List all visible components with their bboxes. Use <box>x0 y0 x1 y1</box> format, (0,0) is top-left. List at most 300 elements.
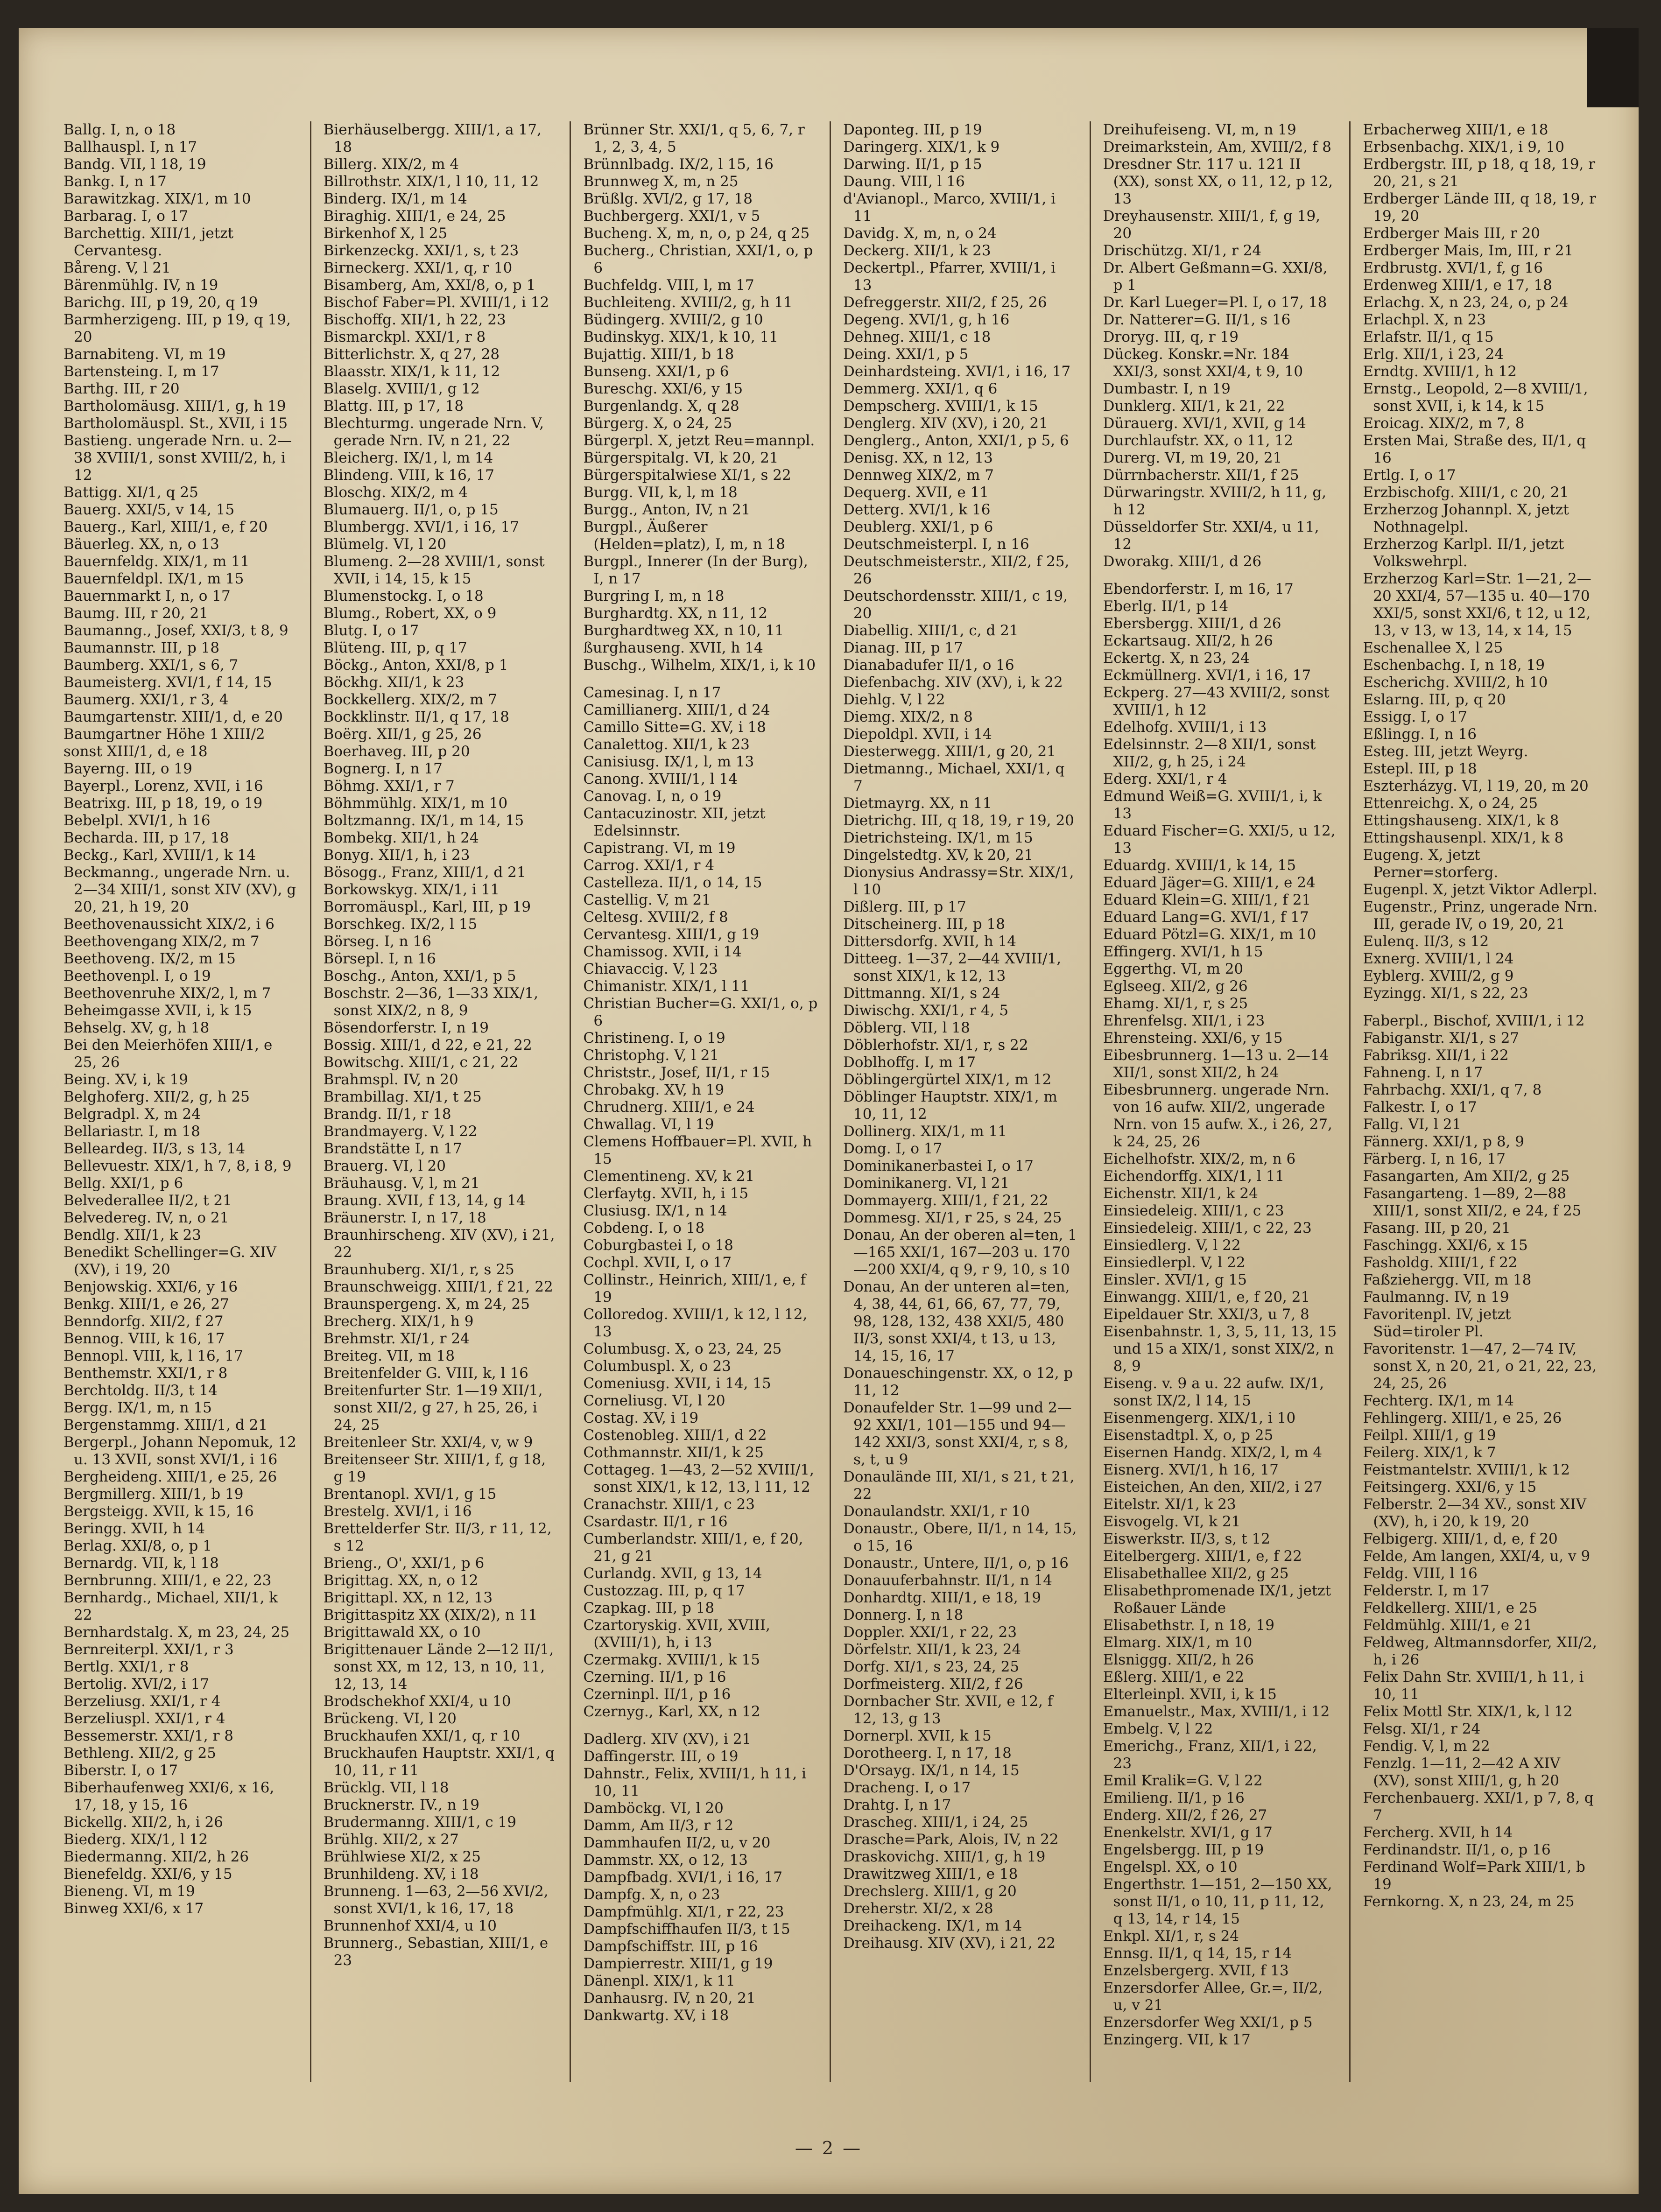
street-entry: Feldweg, Altmannsdorfer, XII/2, h, i 26 <box>1363 1634 1598 1668</box>
street-entry: Eßlingg. I, n 16 <box>1363 726 1477 743</box>
street-entry: Döblerg. VII, l 18 <box>843 1019 970 1036</box>
street-entry: Blaselg. XVIII/1, g 12 <box>323 380 480 397</box>
street-entry: Bartensteing. I, m 17 <box>63 363 219 380</box>
street-entry: Bäuerleg. XX, n, o 13 <box>63 536 219 553</box>
street-entry: Eisnerg. XVI/1, h 16, 17 <box>1103 1461 1279 1478</box>
street-entry: Eduard Lang=G. XVI/1, f 17 <box>1103 909 1309 926</box>
street-entry: Birneckerg. XXI/1, q, r 10 <box>323 260 513 276</box>
street-entry: Dorfmeisterg. XII/2, f 26 <box>843 1676 1023 1692</box>
street-entry: Becharda. III, p 17, 18 <box>63 829 229 846</box>
street-entry: Elsniggg. XII/2, h 26 <box>1103 1651 1254 1668</box>
street-entry: Christophg. V, l 21 <box>583 1047 719 1064</box>
street-entry: Bieneng. VI, m 19 <box>63 1883 195 1900</box>
street-entry: Erndtg. XVIII/1, h 12 <box>1363 363 1517 380</box>
street-entry: Drawitzweg XIII/1, e 18 <box>843 1866 1018 1882</box>
street-entry: Bernardg. VII, k, l 18 <box>63 1555 219 1572</box>
street-entry: Bureschg. XXI/6, y 15 <box>583 380 743 397</box>
street-entry: Enzingerg. VII, k 17 <box>1103 2031 1251 2048</box>
street-entry: D'Orsayg. IX/1, n 14, 15 <box>843 1762 1020 1779</box>
street-entry: Fehlingerg. XIII/1, e 25, 26 <box>1363 1410 1562 1426</box>
street-entry: Enzersdorfer Weg XXI/1, p 5 <box>1103 2014 1313 2031</box>
street-entry: Beheimgasse XVII, i, k 15 <box>63 1002 252 1019</box>
street-entry: Dürauerg. XVI/1, XVII, g 14 <box>1103 415 1306 432</box>
street-entry: Brandg. II/1, r 18 <box>323 1106 451 1123</box>
street-entry: Ballg. I, n, o 18 <box>63 121 176 138</box>
street-entry: Favoritenstr. 1—47, 2—74 IV, sonst X, n 20, 21, o 21, 22, 23, 24, 25, 26 <box>1363 1341 1597 1392</box>
street-entry: Eduard Pötzl=G. XIX/1, m 10 <box>1103 926 1316 943</box>
street-entry: Dempscherg. XVIII/1, k 15 <box>843 398 1038 414</box>
street-entry: Eckartsaug. XII/2, h 26 <box>1103 632 1273 649</box>
street-entry: Breitenleer Str. XXI/4, v, w 9 <box>323 1434 533 1451</box>
street-entry: Donau, An der unteren al=ten, 4, 38, 44, 61, 66, 67, 77, 79, 98, 128, 132, 438 XXI/5, 480 II/3, sonst XXI/4, t 13, u 13, 14, 15, 16, 17 <box>843 1278 1070 1364</box>
street-entry: Dreyhausenstr. XIII/1, f, g 19, 20 <box>1103 208 1321 242</box>
street-entry: Erzbischofg. XIII/1, c 20, 21 <box>1363 484 1569 501</box>
street-entry: d'Avianopl., Marco, XVIII/1, i 11 <box>843 190 1056 225</box>
street-entry: Beethovenaussicht XIX/2, i 6 <box>63 916 274 933</box>
street-entry: Clusiusg. IX/1, n 14 <box>583 1202 727 1219</box>
street-entry: Bräuhausg. V, l, m 21 <box>323 1175 480 1192</box>
street-entry: Burgpl., Innerer (In der Burg), I, n 17 <box>583 553 808 587</box>
street-entry: Fännerg. XXI/1, p 8, 9 <box>1363 1133 1524 1150</box>
street-entry: Eulenq. II/3, s 12 <box>1363 933 1489 950</box>
street-entry: Deckerg. XII/1, k 23 <box>843 242 991 259</box>
street-entry: Ettenreichg. X, o 24, 25 <box>1363 795 1538 812</box>
street-entry: Donauuferbahnstr. II/1, n 14 <box>843 1572 1052 1589</box>
street-entry: Böhmmühlg. XIX/1, m 10 <box>323 795 508 812</box>
street-entry: Eugenstr., Prinz, ungerade Nrn. III, gerade IV, o 19, 20, 21 <box>1363 899 1598 933</box>
street-entry: Dornerpl. XVII, k 15 <box>843 1727 992 1744</box>
street-entry: Feldmühlg. XIII/1, e 21 <box>1363 1617 1533 1634</box>
street-entry: Eiswerkstr. II/3, s, t 12 <box>1103 1531 1270 1547</box>
street-entry: Degeng. XVI/1, g, h 16 <box>843 311 1010 328</box>
street-entry: Diemg. XIX/2, n 8 <box>843 709 973 725</box>
street-entry: Einwangg. XIII/1, e, f 20, 21 <box>1103 1289 1310 1306</box>
street-entry: Diwischg. XXI/1, r 4, 5 <box>843 1002 1009 1019</box>
street-entry: Bürgerg. X, o 24, 25 <box>583 415 732 432</box>
street-entry: Ballhauspl. I, n 17 <box>63 139 197 155</box>
street-entry: Binderg. IX/1, m 14 <box>323 190 467 207</box>
street-entry: Benthemstr. XXI/1, r 8 <box>63 1365 228 1382</box>
street-entry: Boerhaveg. III, p 20 <box>323 743 470 760</box>
street-entry: Deutschmeisterpl. I, n 16 <box>843 536 1029 553</box>
street-entry: Eugeng. X, jetzt Perner=storferg. <box>1363 847 1499 881</box>
street-entry: Coburgbastei I, o 18 <box>583 1237 733 1254</box>
street-entry: Birkenzeckg. XXI/1, s, t 23 <box>323 242 519 259</box>
street-entry: Eglseeg. XII/2, g 26 <box>1103 978 1248 995</box>
street-entry: Dommesg. XI/1, r 25, s 24, 25 <box>843 1209 1062 1226</box>
street-entry: Eibesbrunnerg. ungerade Nrn. von 16 aufw. XII/2, ungerade Nrn. von 15 aufw. X., i 26, 27, k 24, 25, 26 <box>1103 1081 1332 1150</box>
street-entry: Donhardtg. XIII/1, e 18, 19 <box>843 1589 1042 1606</box>
street-entry: Fenzlg. 1—11, 2—42 A XIV (XV), sonst XIII/1, g, h 20 <box>1363 1755 1561 1789</box>
street-entry: Faßziehergg. VII, m 18 <box>1363 1271 1532 1288</box>
street-entry: Dittmanng. XI/1, s 24 <box>843 985 1000 1002</box>
street-entry: Eslarng. III, p, q 20 <box>1363 691 1506 708</box>
street-entry: Brigittag. XX, n, o 12 <box>323 1572 479 1589</box>
street-entry: Belvedereg. IV, n, o 21 <box>63 1209 229 1226</box>
street-entry: Erzherzog Karlpl. II/1, jetzt Volkswehrpl. <box>1363 536 1564 570</box>
street-entry: Braung. XVII, f 13, 14, g 14 <box>323 1192 526 1209</box>
street-entry: Braunhuberg. XI/1, r, s 25 <box>323 1261 514 1278</box>
street-entry: Erlachg. X, n 23, 24, o, p 24 <box>1363 294 1569 311</box>
street-entry: Droryg. III, q, r 19 <box>1103 329 1239 345</box>
street-entry: Bloschg. XIX/2, m 4 <box>323 484 468 501</box>
street-entry: Erlafstr. II/1, q 15 <box>1363 329 1494 345</box>
street-entry: Felde, Am langen, XXI/4, u, v 9 <box>1363 1548 1591 1565</box>
street-entry: Einslег. XVI/1, g 15 <box>1103 1271 1247 1288</box>
street-entry: Daffingerstr. III, o 19 <box>583 1748 739 1765</box>
street-entry: Eitelbergerg. XIII/1, e, f 22 <box>1103 1548 1302 1565</box>
street-entry: Burgring I, m, n 18 <box>583 588 725 604</box>
street-entry: Bellg. XXI/1, p 6 <box>63 1175 183 1192</box>
street-entry: Faberpl., Bischof, XVIII/1, i 12 <box>1363 1012 1585 1029</box>
street-entry: Brehmstr. XI/1, r 24 <box>323 1330 470 1347</box>
street-entry: Baumeisterg. XVI/1, f 14, 15 <box>63 674 272 691</box>
street-entry: Bauerg., Karl, XIII/1, e, f 20 <box>63 519 268 535</box>
street-entry: Favoritenpl. IV, jetzt Süd=tiroler Pl. <box>1363 1306 1511 1340</box>
street-entry: Darwing. II/1, p 15 <box>843 156 982 173</box>
street-entry: Ertlg. I, o 17 <box>1363 467 1456 484</box>
street-entry: Bujattig. XIII/1, b 18 <box>583 346 734 363</box>
street-entry: Escherichg. XVIII/2, h 10 <box>1363 674 1548 691</box>
street-entry: Canalettog. XII/1, k 23 <box>583 736 750 753</box>
street-entry: Capistrang. VI, m 19 <box>583 840 736 857</box>
street-entry: Blindeng. VIII, k 16, 17 <box>323 467 495 484</box>
street-entry: Baumanng., Josef, XXI/3, t 8, 9 <box>63 622 289 639</box>
street-entry: Brodschekhof XXI/4, u 10 <box>323 1693 511 1710</box>
street-entry: Eduardg. XVIII/1, k 14, 15 <box>1103 857 1296 874</box>
street-entry: Erbsenbachg. XIX/1, i 9, 10 <box>1363 139 1564 155</box>
street-entry: Eduard Klein=G. XIII/1, f 21 <box>1103 892 1311 908</box>
street-entry: Draschеg. XIII/1, i 24, 25 <box>843 1814 1028 1831</box>
street-entry: Collinstr., Heinrich, XIII/1, e, f 19 <box>583 1271 806 1306</box>
street-entry: Cobdeng. I, o 18 <box>583 1220 705 1236</box>
street-entry: Elmarg. XIX/1, m 10 <box>1103 1634 1253 1651</box>
street-entry: Bartholomäuspl. St., XVII, i 15 <box>63 415 288 432</box>
letter-section-gap <box>583 674 818 684</box>
street-entry: Brambillag. XI/1, t 25 <box>323 1088 482 1105</box>
street-entry: Bethleng. XII/2, g 25 <box>63 1745 216 1762</box>
street-entry: Bebelpl. XVI/1, h 16 <box>63 812 211 829</box>
street-entry: Boschstr. 2—36, 1—33 XIX/1, sonst XIX/2, n 8, 9 <box>323 985 539 1019</box>
street-entry: Düsseldorfer Str. XXI/4, u 11, 12 <box>1103 519 1319 553</box>
street-entry: Faschingg. XXI/6, x 15 <box>1363 1237 1528 1254</box>
street-entry: Buchfeldg. VIII, l, m 17 <box>583 277 754 294</box>
directory-page <box>19 28 1639 2194</box>
street-entry: Erdberger Lände III, q 18, 19, r 19, 20 <box>1363 190 1596 225</box>
street-entry: Bertlg. XXI/1, r 8 <box>63 1658 189 1675</box>
street-entry: Dionysius Andrassy=Str. XIX/1, l 10 <box>843 864 1074 898</box>
street-entry: Barmherzigeng. III, p 19, q 19, 20 <box>63 311 291 345</box>
street-entry: Daung. VIII, l 16 <box>843 173 965 190</box>
street-entry: Donaueschingenstr. XX, o 12, p 11, 12 <box>843 1365 1073 1399</box>
street-entry: Dreherstr. XI/2, x 28 <box>843 1900 993 1917</box>
street-entry: Chimanistr. XIX/1, l 11 <box>583 978 750 995</box>
street-entry: Dreihackeng. IX/1, m 14 <box>843 1917 1022 1934</box>
street-entry: Bergheideng. XIII/1, e 25, 26 <box>63 1468 277 1485</box>
street-entry: Barichg. III, p 19, 20, q 19 <box>63 294 258 311</box>
street-entry: Deckertpl., Pfarrer, XVIII/1, i 13 <box>843 260 1056 294</box>
street-entry: Breitenseer Str. XIII/1, f, g 18, g 19 <box>323 1451 546 1485</box>
street-entry: Eichendorffg. XIX/1, l 11 <box>1103 1168 1285 1185</box>
street-entry: Burgg., Anton, IV, n 21 <box>583 501 751 518</box>
street-entry: Brandmayerg. V, l 22 <box>323 1123 478 1140</box>
street-entry: Engerthstr. 1—151, 2—150 XX, sonst II/1, o 10, 11, p 11, 12, q 13, 14, r 14, 15 <box>1103 1876 1332 1927</box>
street-entry: Beethoveng. IX/2, m 15 <box>63 950 236 967</box>
street-entry: Braunhirscheng. XIV (XV), i 21, 22 <box>323 1227 555 1261</box>
street-entry: Czerning. II/1, p 16 <box>583 1669 726 1685</box>
street-entry: Buschg., Wilhelm, XIX/1, i, k 10 <box>583 657 816 674</box>
letter-section-gap <box>1103 570 1338 581</box>
street-entry: Dr. Karl Lueger=Pl. I, o 17, 18 <box>1103 294 1327 311</box>
street-entry: Dampfschiffstr. III, p 16 <box>583 1938 758 1955</box>
street-entry: Daponteg. III, p 19 <box>843 121 982 138</box>
street-entry: Deublerg. XXI/1, p 6 <box>843 519 993 535</box>
street-entry: Durerg. VI, m 19, 20, 21 <box>1103 449 1282 466</box>
street-entry: Diefenbachg. XIV (XV), i, k 22 <box>843 674 1063 691</box>
street-entry: Barawitzkag. XIX/1, m 10 <box>63 190 251 207</box>
street-entry: Eckmüllnerg. XVI/1, i 16, 17 <box>1103 667 1311 684</box>
street-entry: Döblinger Hauptstr. XIX/1, m 10, 11, 12 <box>843 1088 1057 1123</box>
street-entry: Bertolig. XVI/2, i 17 <box>63 1676 210 1692</box>
street-entry: Daringerg. XIX/1, k 9 <box>843 139 1000 155</box>
street-entry: Camillo Sitte=G. XV, i 18 <box>583 719 766 736</box>
street-entry: Belvederallee II/2, t 21 <box>63 1192 232 1209</box>
street-entry: Ersten Mai, Straße des, II/1, q 16 <box>1363 432 1586 466</box>
street-entry: Eisteichen, An den, XII/2, i 27 <box>1103 1479 1323 1496</box>
street-entry: Brunnenhof XXI/4, u 10 <box>323 1917 497 1934</box>
street-entry: Burghardtweg XX, n 10, 11 <box>583 622 784 639</box>
street-entry: Dietmanng., Michael, XXI/1, q 7 <box>843 760 1065 794</box>
street-entry: Bastieng. ungerade Nrn. u. 2—38 XVIII/1, sonst XVIII/2, h, i 12 <box>63 432 292 484</box>
street-entry: Bickellg. XII/2, h, i 26 <box>63 1814 223 1831</box>
street-entry: Bärenmühlg. IV, n 19 <box>63 277 218 294</box>
street-entry: Czernyg., Karl, XX, n 12 <box>583 1703 760 1720</box>
street-entry: Eibesbrunnerg. 1—13 u. 2—14 XII/1, sonst XII/2, h 24 <box>1103 1047 1329 1081</box>
street-entry: Beethovengang XIX/2, m 7 <box>63 933 260 950</box>
letter-section-gap <box>1363 1002 1599 1012</box>
street-index-columns <box>51 121 1611 2082</box>
street-entry: Chiavaccig. V, l 23 <box>583 961 718 977</box>
street-entry: Damm, Am II/3, r 12 <box>583 1817 734 1834</box>
street-entry: Barbarag. I, o 17 <box>63 208 189 225</box>
street-entry: Ehrensteing. XXI/6, y 15 <box>1103 1030 1283 1046</box>
street-entry: Bauerg. XXI/5, v 14, 15 <box>63 501 235 518</box>
street-entry: Börsepl. I, n 16 <box>323 950 436 967</box>
street-entry: Blaasstr. XIX/1, k 11, 12 <box>323 363 500 380</box>
street-entry: Baumg. III, r 20, 21 <box>63 605 208 622</box>
street-entry: Carrog. XXI/1, r 4 <box>583 857 715 874</box>
street-entry: Brücklg. VII, l 18 <box>323 1779 449 1796</box>
street-entry: Ferdinandstr. II/1, o, p 16 <box>1363 1841 1551 1858</box>
street-entry: Battigg. XI/1, q 25 <box>63 484 198 501</box>
street-entry: Einsiedlerg. V, l 22 <box>1103 1237 1241 1254</box>
street-entry: Braunschweigg. XIII/1, f 21, 22 <box>323 1278 553 1295</box>
street-entry: Faulmanng. IV, n 19 <box>1363 1289 1509 1306</box>
street-entry: Donaustr., Obere, II/1, n 14, 15, o 15, 16 <box>843 1520 1077 1554</box>
street-entry: Bauernfeldg. XIX/1, m 11 <box>63 553 250 570</box>
street-entry: Brühlg. XII/2, x 27 <box>323 1831 459 1848</box>
street-entry: Curlandg. XVII, g 13, 14 <box>583 1565 762 1582</box>
street-entry: Donaustr., Untere, II/1, o, p 16 <box>843 1555 1069 1572</box>
street-entry: Böckg., Anton, XXI/8, p 1 <box>323 657 508 674</box>
street-entry: Dumbastr. I, n 19 <box>1103 380 1231 397</box>
street-entry: Bowitschg. XIII/1, c 21, 22 <box>323 1054 519 1071</box>
street-entry: Cottageg. 1—43, 2—52 XVIII/1, sonst XIX/1, k 12, 13, l 11, 12 <box>583 1461 814 1496</box>
street-entry: Feilerg. XIX/1, k 7 <box>1363 1444 1496 1461</box>
street-entry: Boschg., Anton, XXI/1, p 5 <box>323 968 516 984</box>
street-entry: Buchleiteng. XVIII/2, g, h 11 <box>583 294 793 311</box>
street-entry: Emilieng. II/1, p 16 <box>1103 1790 1245 1806</box>
street-entry: Christstr., Josef, II/1, r 15 <box>583 1064 770 1081</box>
street-entry: Dennweg XIX/2, m 7 <box>843 467 994 484</box>
street-entry: Emanuelstr., Max, XVIII/1, i 12 <box>1103 1703 1330 1720</box>
street-entry: Billrothstr. XIX/1, l 10, 11, 12 <box>323 173 539 190</box>
street-entry: Böhmg. XXI/1, r 7 <box>323 778 455 794</box>
street-entry: Dracheng. I, o 17 <box>843 1779 971 1796</box>
street-entry: Brigittaspitz XX (XIX/2), n 11 <box>323 1607 538 1623</box>
street-entry: Corneliusg. VI, l 20 <box>583 1392 725 1409</box>
street-entry: Czermakg. XVIII/1, k 15 <box>583 1651 760 1668</box>
street-entry: Comeniusg. XVII, i 14, 15 <box>583 1375 771 1392</box>
street-entry: Eschenbachg. I, n 18, 19 <box>1363 657 1545 674</box>
street-entry: Feldkellerg. XIII/1, e 25 <box>1363 1600 1538 1616</box>
street-entry: Donnerg. I, n 18 <box>843 1607 964 1623</box>
street-entry: Ferdinand Wolf=Park XIII/1, b 19 <box>1363 1859 1585 1893</box>
street-entry: Barnabiteng. VI, m 19 <box>63 346 226 363</box>
street-entry: Canisiusg. IX/1, l, m 13 <box>583 753 754 770</box>
street-entry: Belghoferg. XII/2, g, h 25 <box>63 1088 250 1105</box>
street-entry: Bennopl. VIII, k, l 16, 17 <box>63 1348 243 1364</box>
street-entry: Bossig. XIII/1, d 22, e 21, 22 <box>323 1037 532 1053</box>
street-entry: Dankwartg. XV, i 18 <box>583 2007 729 2024</box>
street-entry: Einsiedeleig. XIII/1, c 22, 23 <box>1103 1220 1312 1236</box>
street-entry: Fahneng. I, n 17 <box>1363 1064 1483 1081</box>
street-entry: Fendig. V, l, m 22 <box>1363 1738 1490 1755</box>
street-entry: Braunspergeng. X, m 24, 25 <box>323 1296 530 1313</box>
street-entry: Dr. Albert Geßmann=G. XXI/8, p 1 <box>1103 260 1328 294</box>
street-entry: Benndorfg. XII/2, f 27 <box>63 1313 224 1330</box>
street-entry: Bleicherg. IX/1, l, m 14 <box>323 449 493 466</box>
street-entry: Brieng., O', XXI/1, p 6 <box>323 1555 485 1572</box>
street-entry: Erdbrustg. XVI/1, f, g 16 <box>1363 260 1543 276</box>
street-entry: Detterg. XVI/1, k 16 <box>843 501 991 518</box>
letter-section-gap <box>583 1720 818 1731</box>
street-entry: Felderstr. I, m 17 <box>1363 1582 1490 1599</box>
street-entry: Bienefeldg. XXI/6, y 15 <box>63 1866 232 1882</box>
street-entry: Bognerg. I, n 17 <box>323 760 443 777</box>
street-entry: Fechterg. IX/1, m 14 <box>1363 1392 1514 1409</box>
street-entry: Feistmantelstr. XVIII/1, k 12 <box>1363 1461 1570 1478</box>
street-entry: Bösendorferstr. I, n 19 <box>323 1019 489 1036</box>
street-entry: Clerfaytg. XVII, h, i 15 <box>583 1185 749 1202</box>
street-entry: Emil Kralik=G. V, l 22 <box>1103 1772 1263 1789</box>
street-entry: Döblingergürtel XIX/1, m 12 <box>843 1071 1052 1088</box>
street-entry: Chrobakg. XV, h 19 <box>583 1081 725 1098</box>
street-entry: Eszterházyg. VI, l 19, 20, m 20 <box>1363 778 1589 794</box>
index-column-4 <box>831 121 1091 2082</box>
street-entry: Bauernfeldpl. IX/1, m 15 <box>63 570 244 587</box>
street-entry: Bunseng. XXI/1, p 6 <box>583 363 729 380</box>
street-entry: Beckmanng., ungerade Nrn. u. 2—34 XIII/1, sonst XIV (XV), g 20, 21, h 19, 20 <box>63 864 296 915</box>
street-entry: Donau, An der oberen al=ten, 1—165 XXI/1, 167—203 u. 170—200 XXI/4, q 9, r 9, 10, s 10 <box>843 1227 1077 1278</box>
street-entry: Felbigerg. XIII/1, d, e, f 20 <box>1363 1531 1558 1547</box>
street-entry: Brucknerstr. IV., n 19 <box>323 1797 480 1813</box>
street-entry: Doblhoffg. I, m 17 <box>843 1054 976 1071</box>
street-entry: Fernkorng. X, n 23, 24, m 25 <box>1363 1893 1575 1910</box>
street-entry: Brunhildeng. XV, i 18 <box>323 1866 479 1882</box>
street-entry: Columbuspl. X, o 23 <box>583 1358 731 1375</box>
street-entry: Dingelstedtg. XV, k 20, 21 <box>843 847 1034 864</box>
street-entry: Dominikanerbastei I, o 17 <box>843 1158 1034 1174</box>
street-entry: Doppler. XXI/1, r 22, 23 <box>843 1624 1017 1641</box>
index-column-3 <box>571 121 831 2082</box>
street-entry: Binweg XXI/6, x 17 <box>63 1900 204 1917</box>
street-entry: Engelsbergg. III, p 19 <box>1103 1841 1264 1858</box>
street-entry: Baumgartner Höhe 1 XIII/2 <box>63 726 265 743</box>
street-entry: Cumberlandstr. XIII/1, e, f 20, 21, g 21 <box>583 1531 803 1565</box>
street-entry: Biberstr. I, o 17 <box>63 1762 178 1779</box>
street-entry: Bruckhaufen XXI/1, q, r 10 <box>323 1727 521 1744</box>
street-entry: Christineng. I, o 19 <box>583 1030 725 1046</box>
street-entry: Costag. XV, i 19 <box>583 1410 699 1426</box>
street-entry: Brentanopl. XVI/1, g 15 <box>323 1486 497 1503</box>
street-entry: Damböckg. VI, l 20 <box>583 1800 724 1817</box>
street-entry: Dampfbadg. XVI/1, i 16, 17 <box>583 1869 783 1886</box>
street-entry: Diehlg. V, l 22 <box>843 691 945 708</box>
street-entry: Cothmannstr. XII/1, k 25 <box>583 1444 764 1461</box>
binding-tab <box>1587 28 1639 107</box>
street-entry: Berchtoldg. II/3, t 14 <box>63 1382 218 1399</box>
street-entry: Edelhofg. XVIII/1, i 13 <box>1103 719 1267 736</box>
street-entry: Bucheng. X, m, n, o, p 24, q 25 <box>583 225 810 242</box>
street-entry: Fabriksg. XII/1, i 22 <box>1363 1047 1509 1064</box>
street-entry: Brudermanng. XIII/1, c 19 <box>323 1814 516 1831</box>
street-entry: Clementineng. XV, k 21 <box>583 1168 755 1185</box>
street-entry: Eberlg. II/1, p 14 <box>1103 598 1229 615</box>
street-entry: Dampierrestr. XIII/1, g 19 <box>583 1955 773 1972</box>
street-entry: Bergmillerg. XIII/1, b 19 <box>63 1486 244 1503</box>
street-entry: Felix Dahn Str. XVIII/1, h 11, i 10, 11 <box>1363 1669 1584 1703</box>
street-entry: Borkowskyg. XIX/1, i 11 <box>323 881 500 898</box>
street-entry: Eroicag. XIX/2, m 7, 8 <box>1363 415 1525 432</box>
street-entry: Dominikanerg. VI, l 21 <box>843 1175 1010 1192</box>
street-entry: Czartoryskig. XVII, XVIII, (XVIII/1), h, i 13 <box>583 1617 770 1651</box>
street-entry: Belgradpl. X, m 24 <box>63 1106 201 1123</box>
street-entry: Ehamg. XI/1, r, s 25 <box>1103 995 1248 1012</box>
street-entry: Fasang. III, p 20, 21 <box>1363 1220 1511 1236</box>
street-entry: Brigittapl. XX, n 12, 13 <box>323 1589 493 1606</box>
street-entry: Brückeng. VI, l 20 <box>323 1710 457 1727</box>
street-entry: Biberhaufenweg XXI/6, x 16, 17, 18, y 15, 16 <box>63 1779 274 1813</box>
street-entry: Dampfg. X, n, o 23 <box>583 1886 720 1903</box>
street-entry: Camesinag. I, n 17 <box>583 684 721 701</box>
street-entry: Engelspl. XX, o 10 <box>1103 1859 1238 1875</box>
street-entry: Billerg. XIX/2, m 4 <box>323 156 459 173</box>
street-entry: Bucherg., Christian, XXI/1, o, p 6 <box>583 242 813 276</box>
street-entry: Buchbergerg. XXI/1, v 5 <box>583 208 760 225</box>
street-entry: Dworakg. XIII/1, d 26 <box>1103 553 1262 570</box>
street-entry: Dadlerg. XIV (XV), i 21 <box>583 1731 752 1748</box>
street-entry: Fasangarten, Am XII/2, g 25 <box>1363 1168 1570 1185</box>
street-entry: Enzelsbergerg. XVII, f 13 <box>1103 1962 1289 1979</box>
street-entry: Eisvogelg. VI, k 21 <box>1103 1513 1241 1530</box>
street-entry: Dehneg. XIII/1, c 18 <box>843 329 991 345</box>
street-entry: Dreihausg. XIV (XV), i 21, 22 <box>843 1935 1056 1952</box>
street-entry: Biedermanng. XII/2, h 26 <box>63 1848 249 1865</box>
street-entry: Eschenallee X, l 25 <box>1363 639 1503 656</box>
index-column-6 <box>1351 121 1611 2082</box>
street-entry: Blumbergg. XVI/1, i 16, 17 <box>323 519 520 535</box>
